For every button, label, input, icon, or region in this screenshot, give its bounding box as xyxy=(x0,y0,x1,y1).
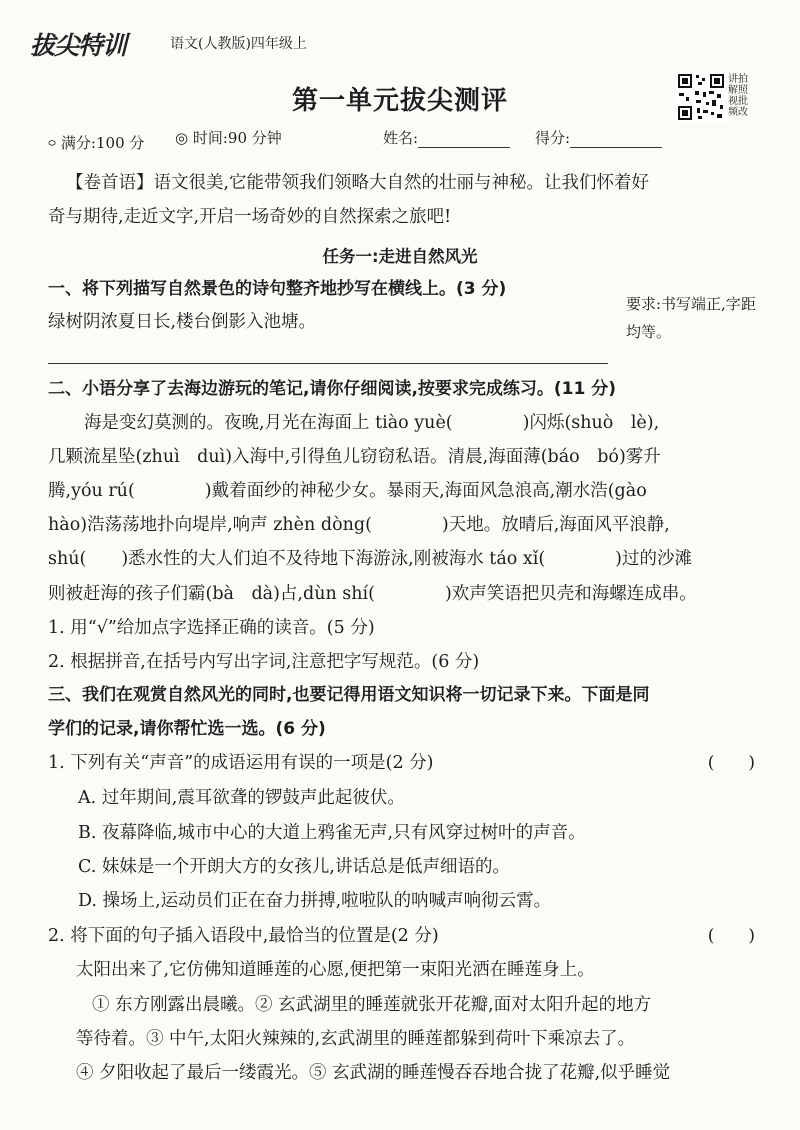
q1-requirement: 要求:书写端正,字距均等。 xyxy=(626,295,756,341)
score-blank[interactable] xyxy=(570,131,662,148)
passage-line: 腾,yóu rú( )戴着面纱的神秘少女。暴雨天,海面风急浪高,潮水浩(gào xyxy=(48,481,647,501)
qr-code-icon[interactable] xyxy=(676,72,726,122)
name-blank[interactable] xyxy=(418,131,510,148)
full-score: ࿁ 满分:100 分 xyxy=(48,134,145,152)
q3-item-2-stem: 2. 将下面的句子插入语段中,最恰当的位置是(2 分) xyxy=(48,926,439,946)
q2-sub-1: 1. 用“√”给加点字选择正确的读音。(5 分) xyxy=(48,618,375,638)
passage-line: 则被赶海的孩子们霸(bà dà)占,dùn shí( )欢声笑语把贝壳和海螺连成串。 xyxy=(48,584,697,604)
passage-line: 海是变幻莫测的。夜晚,月光在海面上 tiào yuè( )闪烁(shuò lè), xyxy=(84,413,660,433)
q1-heading: 一、将下列描写自然景色的诗句整齐地抄写在横线上。(3 分) xyxy=(48,279,507,299)
time-limit: ◎ 时间:90 分钟 xyxy=(175,129,282,147)
passage-line: ④ 夕阳收起了最后一缕霞光。⑤ 玄武湖的睡莲慢吞吞地合拢了花瓣,似乎睡觉 xyxy=(76,1063,671,1083)
task-title: 任务一:走进自然风光 xyxy=(322,247,478,266)
option-c: C. 妹妹是一个开朗大方的女孩儿,讲话总是低声细语的。 xyxy=(78,857,510,877)
swirl-icon: ࿁ xyxy=(48,134,57,152)
subject-label: 语文(人教版)四年级上 xyxy=(170,36,307,52)
insert-sentence: 太阳出来了,它仿佛知道睡莲的心愿,便把第一束阳光洒在睡莲身上。 xyxy=(76,960,595,980)
q3-item-1-stem: 1. 下列有关“声音”的成语运用有误的一项是(2 分) xyxy=(48,753,434,773)
option-a: A. 过年期间,震耳欲聋的锣鼓声此起彼伏。 xyxy=(78,788,405,808)
score-field[interactable]: 得分: xyxy=(535,127,662,148)
copy-line[interactable] xyxy=(48,363,608,364)
passage-line: hào)浩荡荡地扑向堤岸,响声 zhèn dòng( )天地。放晴后,海面风平浪静, xyxy=(48,515,670,535)
passage-line: 几颗流星坠(zhuì duì)入海中,引得鱼儿窃窃私语。清晨,海面薄(báo bó)雾升 xyxy=(48,447,661,467)
name-field[interactable]: 姓名: xyxy=(383,127,510,148)
qr-caption: 讲拍解照视批频改 xyxy=(728,74,748,118)
q2-heading: 二、小语分享了去海边游玩的笔记,请你仔细阅读,按要求完成练习。(11 分) xyxy=(48,379,617,399)
passage-line: ① 东方刚露出晨曦。② 玄武湖里的睡莲就张开花瓣,面对太阳升起的地方 xyxy=(92,995,652,1015)
passage-line: shú( )悉水性的大人们迫不及待地下海游泳,刚被海水 táo xǐ( )过的沙滩 xyxy=(48,549,692,569)
brand-logo: 拔尖特训 xyxy=(30,31,127,60)
passage-line: 等待着。③ 中午,太阳火辣辣的,玄武湖里的睡莲都躲到荷叶下乘凉去了。 xyxy=(76,1029,636,1049)
answer-bracket[interactable]: ( ) xyxy=(707,753,755,773)
intro-line-2: 奇与期待,走近文字,开启一场奇妙的自然探索之旅吧! xyxy=(48,207,452,227)
q1-text: 绿树阴浓夏日长,楼台倒影入池塘。 xyxy=(48,312,317,332)
q2-sub-2: 2. 根据拼音,在括号内写出字词,注意把字写规范。(6 分) xyxy=(48,652,480,672)
q3-heading-2: 学们的记录,请你帮忙选一选。(6 分) xyxy=(48,719,326,739)
target-icon: ◎ xyxy=(175,129,189,147)
option-b: B. 夜幕降临,城市中心的大道上鸦雀无声,只有风穿过树叶的声音。 xyxy=(78,823,586,843)
q3-heading-1: 三、我们在观赏自然风光的同时,也要记得用语文知识将一切记录下来。下面是同 xyxy=(48,685,650,705)
intro-line-1: 【卷首语】语文很美,它能带领我们领略大自然的壮丽与神秘。让我们怀着好 xyxy=(66,173,650,193)
page-title: 第一单元拔尖测评 xyxy=(291,86,508,116)
answer-bracket[interactable]: ( ) xyxy=(707,926,755,946)
option-d: D. 操场上,运动员们正在奋力拼搏,啦啦队的呐喊声响彻云霄。 xyxy=(78,891,552,911)
